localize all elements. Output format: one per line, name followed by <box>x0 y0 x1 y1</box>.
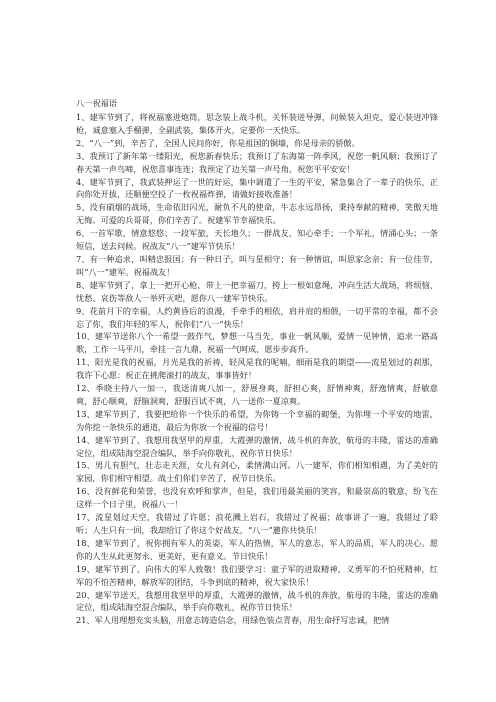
paragraph: 4、建军节到了，我武装押运了一世的好运，集中调遣了一生的平安，紧急集合了一辈子的快乐，正向你处开拔，还顺便空投了一枚祝福炸弹，请做好接收准备！ <box>76 176 438 200</box>
document-title: 八一祝福语 <box>76 98 117 108</box>
paragraph-list <box>76 111 438 627</box>
paragraph: 19、建军节到了，向伟大的军人致敬！我们要学习：童子军的进取精神，义勇军的不怕死精神，红军的不怕苦精神，解放军的团结，斗争到底的精神，祝大家快乐！ <box>76 563 438 587</box>
paragraph: 1、建军节到了，将祝福塞进炮筒，思念装上战斗机，关怀装进导弹，问候装入坦克，爱心装进冲锋枪，诚意塞入手榴弹，全副武装，集体开火，定要你一天快乐。 <box>76 112 438 135</box>
paragraph: 16、没有鲜花和荣誉，也没有欢呼和掌声，但是，我们用最美丽的笑容，和最崇高的敬意，纷飞在这样一个日子里，祝福八一！ <box>76 486 438 510</box>
paragraph: 21、军人用理想充实头脑，用意志铸造信念，用绿色装点青春，用生命抒写忠诚，把情 <box>76 615 390 626</box>
paragraph: 10、建军节送你八个一希望一鼓作气，梦想一马当先，事业一帆风顺，爱情一见钟情，追求一路高歌，工作一马平川，牵挂一言九鼎，祝福一气呵成，愿步步高升。 <box>76 331 438 355</box>
paragraph: 15、男儿有胆气，壮志走天涯，女儿有剑心，柔情满山河。八一建军，你们相知相遇，为了美好的家园，你们相守相望。战士们你们辛苦了，祝节日快乐。 <box>76 460 438 484</box>
paragraph: 13、建军节到了，我要把给你一个快乐的希望，为你铸一个幸福的砌堡，为你埋一个平安的地雷，为你挖一条快乐的通道，最后为你放一个祝福的信号！ <box>76 408 438 432</box>
paragraph: 3、我预订了新年第一缕阳光，祝您新春快乐；我预订了东海第一阵季风，祝您一帆风顺；我预订了春天第一声鸟啼，祝您喜事连连；我预定了边关第一声号角，祝您平平安安！ <box>76 150 438 174</box>
paragraph: 6、一首军歌，情意悠悠；一段军旅，天长地久；一群战友，知心牵手；一个军礼，情涌心头；一条短信，送去问候。祝战友“八一”建军节快乐！ <box>76 228 438 252</box>
paragraph: 11、阳光是我的祝福，月光是我的祈祷，轻风是我的呢喃，细雨是我的期望——流星划过的刹那，我许下心愿：祝正在挑爬滚打的战友，事事皆好！ <box>76 357 438 381</box>
paragraph: 17、流星划过天空，我错过了许愿；浪花溅上岩石，我错过了祝福；故事讲了一遍，我错过了聆听；人生只有一回，我却给订了你这个好战友，“八一”邀你共快乐！ <box>76 512 438 535</box>
paragraph: 2、“八一”到，辛苦了，全国人民问你好，你是祖国的铜墙，你是母亲的骄傲。 <box>76 137 360 148</box>
paragraph: 18、建军节到了，祝你拥有军人的英姿，军人的热情，军人的意志，军人的品质，军人的决心。愿你的人生从此更努永、更美好，更有意义。节日快乐！ <box>76 537 438 561</box>
paragraph: 9、花前月下的幸福，人约黄昏后的浪漫，手牵手的相依，肩并肩的相偎，一切平常的幸福，都不会忘了你，我们年轻的军人，祝你们“八一”快乐！ <box>76 305 438 329</box>
paragraph: 14、建军节到了，我想用我坚甲的厚重，大霞弹的激情，战斗机的奔放，航母的丰隆，雷达的准确定位，组成陆海空混合编队，举手向你敬礼，祝你节日快乐！ <box>76 434 438 458</box>
paragraph: 8、建军节到了，拿上一把开心枪，带上一把幸福刀，挎上一根如意绳，冲向生活大战场，将烦恼、忧愁、哀伤等敌人一举歼灭吧，愿你八一建军节快乐。 <box>76 279 438 303</box>
paragraph: 12、季晓主持八一加一，我送清爽八加一，舒展身爽，舒担心爽，舒情神爽，舒逸情爽，舒敏意爽，舒心顺爽，舒脑洞爽，舒服百试不爽，八一送你一夏凉爽。 <box>76 383 438 406</box>
paragraph: 20、建军节送天，我想用我坚甲的厚重，大霞弹的激情，战斗机的奔放，航母的丰隆，雷达的准确定位，组成陆海空混合编队，举手向你敬礼，祝你节日快乐！ <box>76 589 438 613</box>
paragraph: 5、没有硝烟的战场，生命依旧闪光，耐负不凡的使命，牛志永远昂扬，秉持奉献的精神，笑傲天地无悔。可爱的兵哥哥，你们辛苦了。祝建军节幸福快乐。 <box>76 202 438 226</box>
paragraph: 7、有一种追求，叫精忠报国；有一种日子，叫与星相守；有一种情谊，叫思家念亲；有一位佳节，叫“八一”建军。祝福战友！ <box>76 253 438 277</box>
